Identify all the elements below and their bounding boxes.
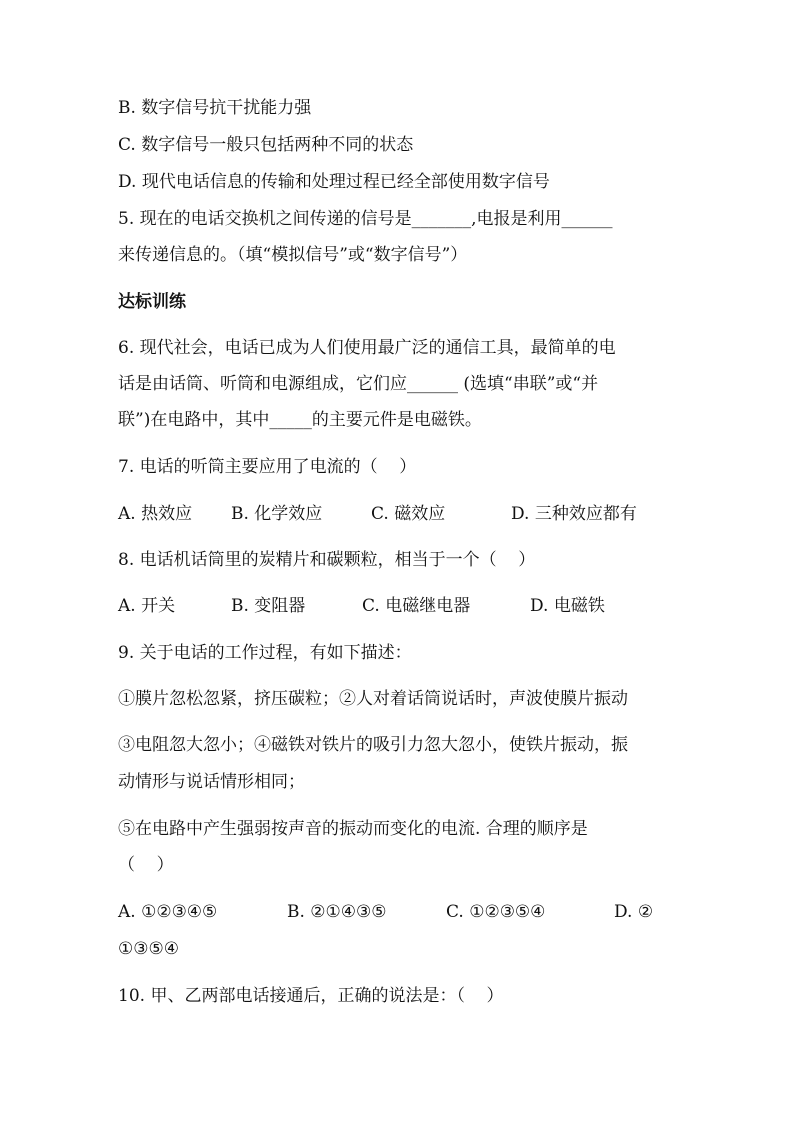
q9-option-d-continued: ①③⑤④	[118, 939, 179, 959]
question-5-line-2: 来传递信息的。（填“模拟信号”或“数字信号”）	[118, 245, 468, 265]
question-9: 9. 关于电话的工作过程，有如下描述：	[118, 643, 412, 663]
question-6-line-1: 6. 现代社会，电话已成为人们使用最广泛的通信工具，最简单的电	[118, 338, 616, 358]
q7-option-b: B. 化学效应	[231, 504, 323, 524]
q8-option-b: B. 变阻器	[231, 596, 306, 616]
question-9-answer-blank: （ ）	[118, 855, 174, 875]
q9-option-d: D. ②	[614, 902, 654, 922]
question-8: 8. 电话机话筒里的炭精片和碳颗粒，相当于一个（ ）	[118, 550, 536, 570]
question-9-step-line-1: ①膜片忽松忽紧，挤压碳粒；②人对着话筒说话时，声波使膜片振动	[118, 689, 628, 709]
q4-option-c: C. 数字信号一般只包括两种不同的状态	[118, 135, 414, 155]
question-6-line-3: 联”)在电路中，其中_____的主要元件是电磁铁。	[118, 410, 482, 430]
q8-option-d: D. 电磁铁	[530, 596, 605, 616]
q8-option-c: C. 电磁继电器	[362, 596, 471, 616]
q7-option-d: D. 三种效应都有	[511, 504, 637, 524]
question-9-step-line-2: ③电阻忽大忽小；④磁铁对铁片的吸引力忽大忽小，使铁片振动，振	[118, 735, 628, 755]
q7-option-c: C. 磁效应	[371, 504, 446, 524]
question-8-options	[118, 594, 678, 618]
q9-option-a: A. ①②③④⑤	[118, 902, 218, 922]
question-10: 10. 甲、乙两部电话接通后，正确的说法是：（ ）	[118, 986, 504, 1006]
question-5-line-1: 5. 现在的电话交换机之间传递的信号是_______,电报是利用______	[118, 209, 613, 229]
question-7-options	[118, 502, 678, 526]
question-6-line-2: 话是由话筒、听筒和电源组成，它们应______ (选填“串联”或“并	[118, 374, 599, 394]
q8-option-a: A. 开关	[118, 596, 176, 616]
section-heading: 达标训练	[118, 292, 186, 312]
question-9-options	[118, 900, 678, 924]
q4-option-d: D. 现代电话信息的传输和处理过程已经全部使用数字信号	[118, 172, 550, 192]
question-9-step-line-3: 动情形与说话情形相同；	[118, 772, 305, 792]
question-9-step-line-4: ⑤在电路中产生强弱按声音的振动而变化的电流. 合理的顺序是	[118, 819, 588, 839]
question-7: 7. 电话的听筒主要应用了电流的（ ）	[118, 457, 417, 477]
q4-option-b: B. 数字信号抗干扰能力强	[118, 98, 312, 118]
q9-option-c: C. ①②③⑤④	[446, 902, 546, 922]
q7-option-a: A. 热效应	[118, 504, 193, 524]
q9-option-b: B. ②①④③⑤	[287, 902, 387, 922]
